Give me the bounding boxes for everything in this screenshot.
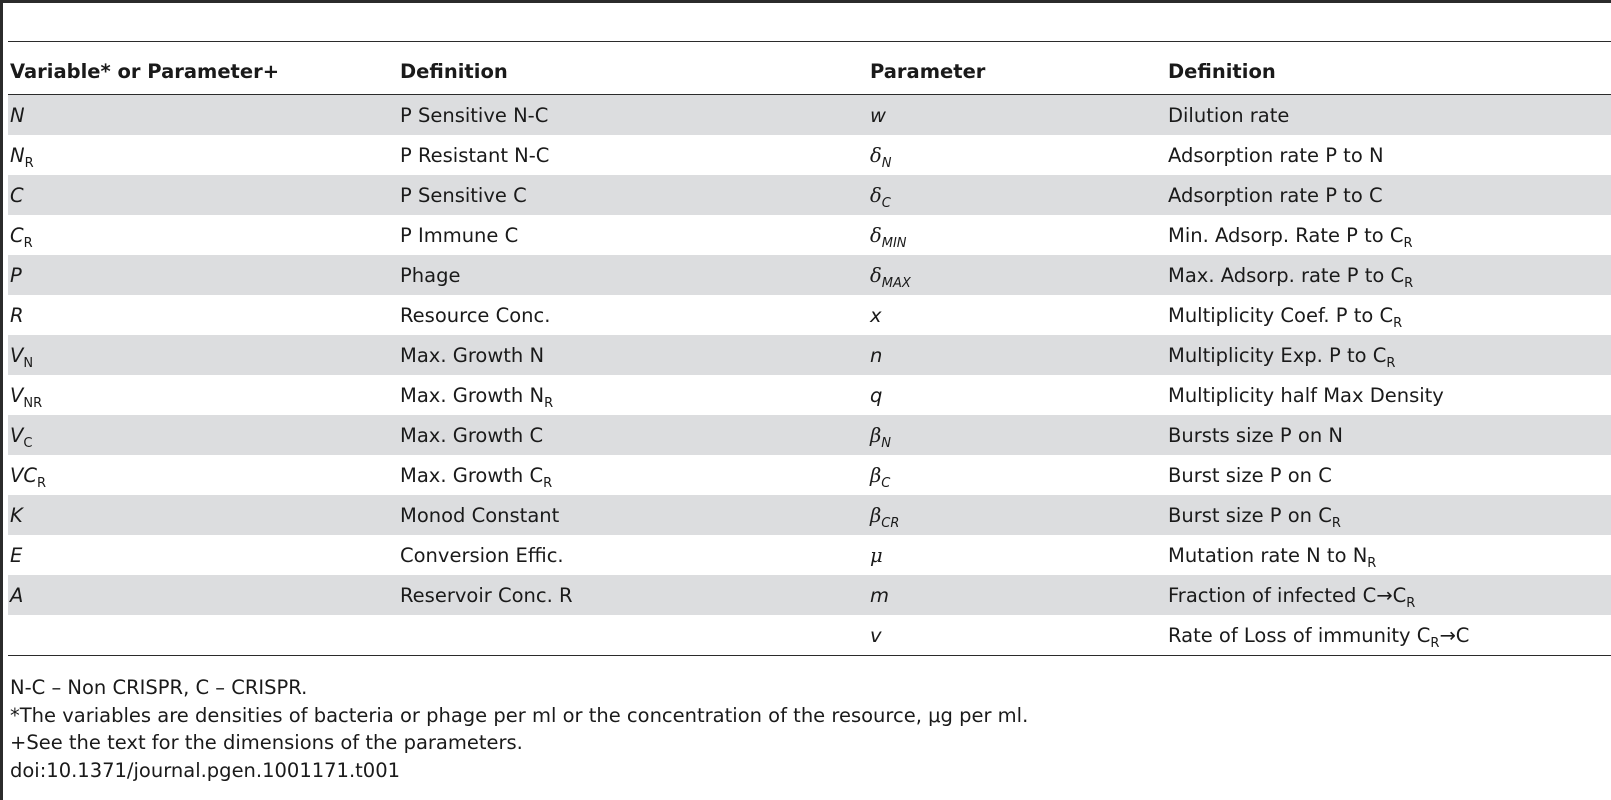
parameter-cell [868, 535, 1166, 575]
variable-symbol: V [10, 423, 24, 447]
parameter-symbol: β [870, 503, 882, 527]
variable-symbol: C [10, 183, 24, 207]
parameter-symbol: m [870, 583, 889, 607]
parameter-symbol: β [870, 463, 882, 487]
parameter-definition-suffix: →C [1439, 623, 1470, 647]
parameter-definition: Mutation rate N to N [1168, 543, 1368, 567]
parameter-definition-cell [1166, 615, 1611, 656]
variable-definition: P Resistant N-C [400, 143, 550, 167]
column-header-variable: Variable* or Parameter+ [8, 48, 398, 95]
variable-definition-cell [398, 375, 868, 415]
parameter-definition: Multiplicity Exp. P to C [1168, 343, 1387, 367]
parameter-cell [868, 575, 1166, 615]
variable-symbol: VC [10, 463, 37, 487]
variable-cell [8, 375, 398, 415]
parameter-definition-subscript: R [1404, 275, 1414, 291]
parameter-subscript: N [881, 155, 892, 171]
table-row [8, 255, 1611, 295]
variable-definition-cell [398, 495, 868, 535]
variable-definition-subscript: R [544, 395, 554, 411]
parameter-definition: Dilution rate [1168, 103, 1290, 127]
table-row [8, 335, 1611, 375]
variable-definition: Reservoir Conc. R [400, 583, 573, 607]
footnote-abbreviations: N-C – Non CRISPR, C – CRISPR. [10, 676, 308, 699]
column-header-parameter-definition: Definition [1166, 48, 1611, 95]
column-header-definition: Definition [398, 48, 868, 95]
variable-symbol: C [10, 223, 24, 247]
parameter-definition: Bursts size P on N [1168, 423, 1343, 447]
variable-definition: P Sensitive N-C [400, 103, 549, 127]
variable-definition: Max. Growth C [400, 463, 544, 487]
variable-definition: Max. Growth N [400, 383, 545, 407]
parameter-definition-cell [1166, 375, 1611, 415]
variable-definition-cell [398, 175, 868, 215]
variable-subscript: R [36, 475, 47, 491]
variable-symbol: K [10, 503, 23, 527]
variable-symbol: V [10, 343, 24, 367]
parameter-definition-cell [1166, 95, 1611, 136]
parameter-symbol: q [870, 383, 883, 407]
variable-definition-subscript: R [543, 475, 553, 491]
top-border-rule [0, 0, 1611, 3]
variable-definition: Monod Constant [400, 503, 560, 527]
table-row [8, 95, 1611, 136]
table-row [8, 495, 1611, 535]
parameter-definition: Fraction of infected C→C [1168, 583, 1407, 607]
variable-definition-cell [398, 535, 868, 575]
variable-subscript: C [23, 435, 33, 451]
footnote-doi: doi:10.1371/journal.pgen.1001171.t001 [10, 758, 401, 782]
variable-symbol: P [10, 263, 22, 287]
parameter-subscript: MIN [881, 235, 907, 251]
variable-subscript: N [23, 355, 34, 371]
table-body [8, 95, 1611, 656]
parameter-symbol: δ [870, 183, 882, 207]
parameter-definition-cell [1166, 335, 1611, 375]
parameter-symbol: μ [870, 543, 883, 567]
variable-definition-cell [398, 335, 868, 375]
table-row [8, 575, 1611, 615]
parameter-symbol: w [870, 103, 886, 127]
parameter-definition: Adsorption rate P to C [1168, 183, 1383, 207]
parameter-symbol: δ [870, 263, 882, 287]
table-row [8, 615, 1611, 656]
table-row [8, 175, 1611, 215]
parameter-cell [868, 375, 1166, 415]
variable-definition-cell [398, 295, 868, 335]
variable-cell [8, 215, 398, 255]
parameter-subscript: C [881, 195, 891, 211]
parameter-symbol: δ [870, 223, 882, 247]
variable-definition-cell [398, 215, 868, 255]
variable-cell [8, 295, 398, 335]
variable-symbol: R [10, 303, 24, 327]
parameter-definition-cell [1166, 415, 1611, 455]
table-top-rule [8, 41, 1611, 42]
variable-definition-cell [398, 95, 868, 136]
variable-cell [8, 615, 398, 656]
table-row [8, 535, 1611, 575]
parameter-definition-cell [1166, 455, 1611, 495]
parameter-definition-cell [1166, 255, 1611, 295]
variable-cell [8, 95, 398, 136]
parameter-cell [868, 215, 1166, 255]
left-border-rule [0, 0, 3, 800]
footnote-variables: *The variables are densities of bacteria or phage per ml or the concentration of the resource, μg per ml. [10, 703, 1029, 727]
footnote-parameters: +See the text for the dimensions of the parameters. [10, 731, 523, 754]
parameter-definition-subscript: R [1367, 555, 1377, 571]
parameter-cell [868, 495, 1166, 535]
variable-definition-cell [398, 615, 868, 656]
variable-cell [8, 495, 398, 535]
parameter-cell [868, 335, 1166, 375]
parameter-definition: Burst size P on C [1168, 463, 1332, 487]
table-footnotes [10, 674, 1028, 784]
variable-definition: Phage [400, 263, 461, 287]
parameter-definition-cell [1166, 175, 1611, 215]
parameter-cell [868, 135, 1166, 175]
variable-definition-cell [398, 455, 868, 495]
variable-definition: Max. Growth C [400, 423, 544, 447]
variable-definition-cell [398, 255, 868, 295]
parameter-table [8, 48, 1611, 656]
table-row [8, 415, 1611, 455]
parameter-definition: Burst size P on C [1168, 503, 1332, 527]
parameter-symbol: v [870, 623, 882, 647]
variable-subscript: R [24, 155, 34, 171]
table-row [8, 135, 1611, 175]
parameter-definition-subscript: R [1331, 515, 1341, 531]
parameter-definition-cell [1166, 495, 1611, 535]
variable-definition-cell [398, 575, 868, 615]
table-row [8, 455, 1611, 495]
parameter-subscript: CR [881, 515, 900, 531]
variable-cell [8, 175, 398, 215]
variable-cell [8, 415, 398, 455]
parameter-definition: Min. Adsorp. Rate P to C [1168, 223, 1404, 247]
parameter-subscript: MAX [881, 275, 911, 291]
variable-cell [8, 255, 398, 295]
table-row [8, 295, 1611, 335]
variable-symbol: N [10, 143, 25, 167]
parameter-definition-subscript: R [1406, 595, 1416, 611]
table-row [8, 215, 1611, 255]
variable-definition: P Immune C [400, 223, 519, 247]
column-header-parameter: Parameter [868, 48, 1166, 95]
parameter-definition-subscript: R [1403, 235, 1413, 251]
table-header-row [8, 48, 1611, 95]
variable-cell [8, 575, 398, 615]
parameter-definition: Adsorption rate P to N [1168, 143, 1384, 167]
parameter-symbol: n [870, 343, 883, 367]
parameter-symbol: δ [870, 143, 882, 167]
parameter-definition-cell [1166, 575, 1611, 615]
variable-definition: Max. Growth N [400, 343, 545, 367]
parameter-cell [868, 95, 1166, 136]
parameter-definition-cell [1166, 295, 1611, 335]
parameter-definition: Max. Adsorp. rate P to C [1168, 263, 1405, 287]
variable-symbol: A [10, 583, 24, 607]
parameter-cell [868, 615, 1166, 656]
parameter-definition-cell [1166, 535, 1611, 575]
variable-subscript: NR [23, 395, 43, 411]
parameter-cell [868, 295, 1166, 335]
variable-cell [8, 535, 398, 575]
parameter-cell [868, 415, 1166, 455]
variable-definition-cell [398, 135, 868, 175]
variable-cell [8, 135, 398, 175]
parameter-cell [868, 455, 1166, 495]
variable-symbol: E [10, 543, 23, 567]
parameter-cell [868, 255, 1166, 295]
parameter-symbol: β [870, 423, 882, 447]
variable-cell [8, 455, 398, 495]
parameter-definition: Multiplicity Coef. P to C [1168, 303, 1394, 327]
parameter-definition-cell [1166, 135, 1611, 175]
parameter-cell [868, 175, 1166, 215]
variable-definition-cell [398, 415, 868, 455]
parameter-definition-subscript: R [1430, 635, 1440, 651]
variable-symbol: V [10, 383, 24, 407]
parameter-definition: Rate of Loss of immunity C [1168, 623, 1431, 647]
variable-cell [8, 335, 398, 375]
variable-definition: Conversion Effic. [400, 543, 564, 567]
parameter-definition-subscript: R [1393, 315, 1403, 331]
parameter-definition-subscript: R [1386, 355, 1396, 371]
variable-symbol: N [10, 103, 25, 127]
variable-definition: Resource Conc. [400, 303, 551, 327]
parameter-definition-cell [1166, 215, 1611, 255]
parameter-subscript: N [881, 435, 892, 451]
parameter-subscript: C [881, 475, 891, 491]
parameter-symbol: x [870, 303, 882, 327]
variable-subscript: R [23, 235, 33, 251]
table-row [8, 375, 1611, 415]
variable-definition: P Sensitive C [400, 183, 527, 207]
parameter-definition: Multiplicity half Max Density [1168, 383, 1444, 407]
